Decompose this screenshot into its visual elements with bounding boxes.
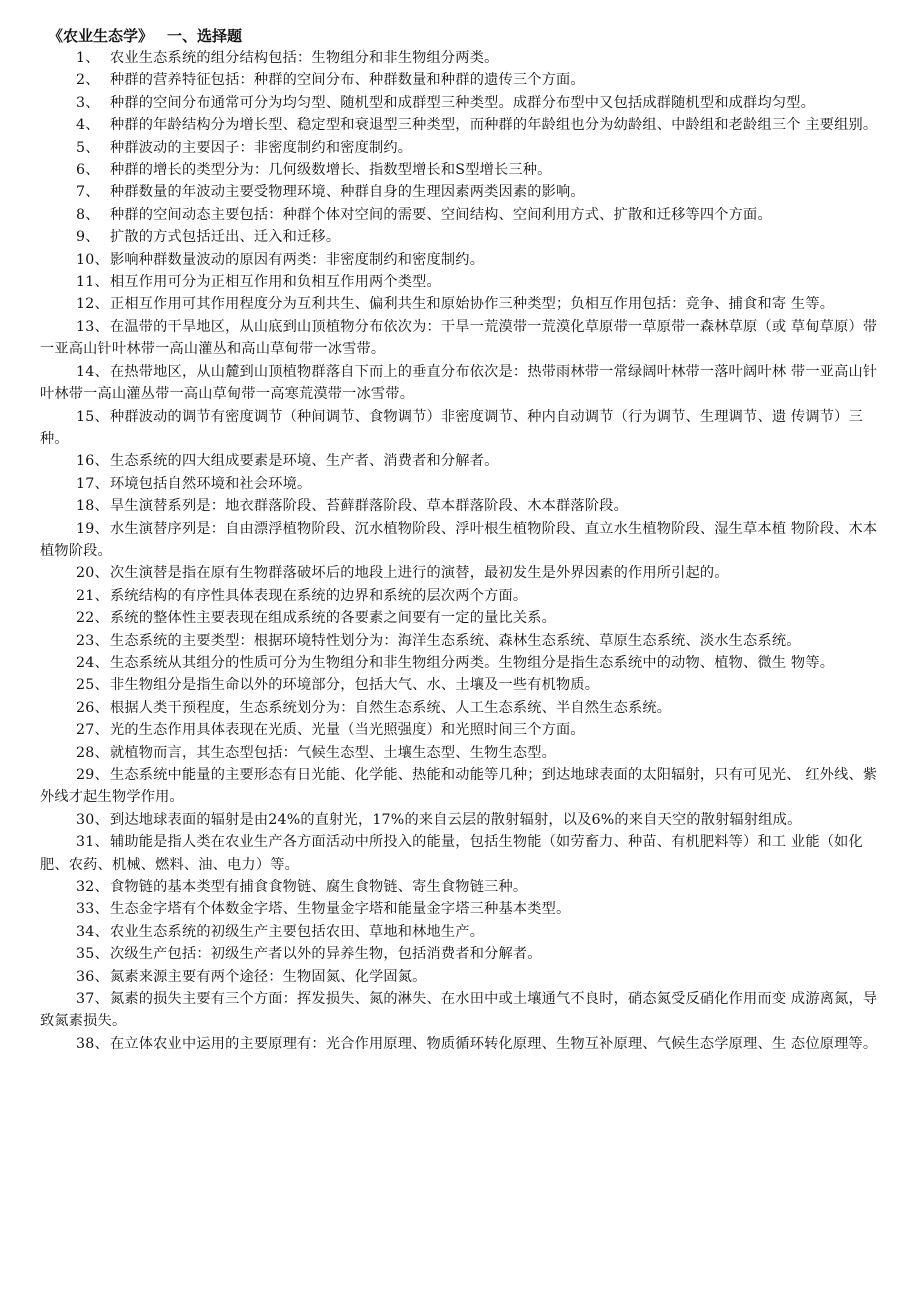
list-item [40, 1033, 890, 1055]
item-number: 26、 [76, 699, 109, 716]
item-number: 33、 [76, 901, 109, 918]
list-item [40, 607, 890, 629]
question-list [40, 47, 890, 1055]
item-number: 31、 [76, 834, 109, 851]
item-text: 扩散的方式包括迁出、迁入和迁移。 [110, 229, 341, 246]
item-text: 水生演替序列是：自由漂浮植物阶段、沉水植物阶段、浮叶根生植物阶段、直立水生植物阶段、湿生草本植 物阶段、木本植物阶段。 [40, 520, 878, 559]
item-number: 19、 [76, 520, 109, 537]
item-text: 种群的空间分布通常可分为均匀型、随机型和成群型三种类型。成群分布型中又包括成群随机型和成群均匀型。 [110, 94, 815, 111]
item-number: 18、 [76, 498, 109, 515]
item-number: 24、 [76, 654, 109, 671]
item-number: 8、 [76, 206, 100, 223]
list-item [40, 181, 890, 203]
item-number: 10、 [76, 251, 109, 268]
item-text: 影响种群数量波动的原因有两类：非密度制约和密度制约。 [110, 251, 485, 268]
item-text: 氮素的损失主要有三个方面：挥发损失、氮的淋失、在水田中或土壤通气不良时，硝态氮受反硝化作用而变 成游离氮，导致氮素损失。 [40, 991, 878, 1030]
list-item [40, 652, 890, 674]
item-number: 13、 [76, 318, 109, 335]
item-number: 6、 [76, 162, 100, 179]
item-text: 农业生态系统的组分结构包括：生物组分和非生物组分两类。 [110, 50, 499, 66]
list-item [40, 92, 890, 114]
item-text: 种群的营养特征包括：种群的空间分布、种群数量和种群的遗传三个方面。 [110, 72, 585, 89]
item-text: 生态金字塔有个体数金字塔、生物量金字塔和能量金字塔三种基本类型。 [110, 901, 571, 918]
item-number: 7、 [76, 184, 100, 201]
list-item [40, 204, 890, 226]
list-item [40, 831, 890, 876]
list-item [40, 226, 890, 248]
list-item [40, 630, 890, 652]
item-number: 29、 [76, 767, 109, 783]
item-text: 食物链的基本类型有捕食食物链、腐生食物链、寄生食物链三种。 [110, 879, 528, 896]
document-title [40, 26, 890, 46]
list-item [40, 114, 890, 136]
item-number: 32、 [76, 879, 109, 896]
item-text: 辅助能是指人类在农业生产各方面活动中所投入的能量，包括生物能（如劳畜力、种苗、有机肥料等）和工 业能（如化肥、农药、机械、燃料、油、电力）等。 [40, 834, 863, 873]
item-number: 17、 [76, 475, 109, 492]
document-page [40, 26, 890, 1055]
item-number: 4、 [76, 117, 100, 134]
item-text: 在温带的干旱地区，从山底到山顶植物分布依次为：干旱一荒漠带一荒漠化草原带一草原带一森林草原（或 草甸草原）带一亚高山针叶林带一高山灌丛和高山草甸带一冰雪带。 [40, 318, 878, 358]
list-item [40, 69, 890, 91]
book-title: 《农业生态学》 [48, 27, 154, 45]
list-item [40, 943, 890, 965]
list-item [40, 137, 890, 159]
item-text: 种群数量的年波动主要受物理环境、种群自身的生理因素两类因素的影响。 [110, 184, 585, 201]
item-text: 生态系统的主要类型：根据环境特性划分为：海洋生态系统、森林生态系统、草原生态系统、淡水生态系统。 [110, 632, 801, 649]
item-number: 15、 [76, 408, 109, 425]
item-number: 1、 [76, 50, 100, 66]
list-item [40, 742, 890, 764]
list-item [40, 898, 890, 920]
item-number: 28、 [76, 744, 109, 761]
item-number: 14、 [76, 363, 109, 380]
list-item [40, 47, 890, 69]
list-item [40, 293, 890, 315]
list-item [40, 518, 890, 563]
item-text: 相互作用可分为正相互作用和负相互作用两个类型。 [110, 274, 441, 291]
list-item [40, 921, 890, 943]
item-number: 37、 [76, 991, 109, 1008]
item-text: 生态系统中能量的主要形态有日光能、化学能、热能和动能等几种；到达地球表面的太阳辐射，只有可见光、 红外线、紫外线才起生物学作用。 [40, 767, 878, 806]
list-item [40, 159, 890, 181]
item-text: 在立体农业中运用的主要原理有：光合作用原理、物质循环转化原理、生物互补原理、气候生态学原理、生 态位原理等。 [110, 1035, 878, 1052]
list-item [40, 271, 890, 293]
item-text: 次级生产包括：初级生产者以外的异养生物，包括消费者和分解者。 [110, 946, 542, 963]
list-item [40, 473, 890, 495]
item-number: 16、 [76, 453, 109, 470]
item-number: 9、 [76, 229, 100, 246]
item-number: 25、 [76, 677, 109, 694]
item-number: 5、 [76, 139, 100, 156]
list-item [40, 764, 890, 809]
item-text: 种群的增长的类型分为：几何级数增长、指数型增长和S型增长三种。 [110, 162, 552, 179]
item-text: 系统结构的有序性具体表现在系统的边界和系统的层次两个方面。 [110, 587, 528, 604]
item-text: 系统的整体性主要表现在组成系统的各要素之间要有一定的量比关系。 [110, 610, 557, 627]
item-text: 氮素来源主要有两个途径：生物固氮、化学固氮。 [110, 968, 427, 985]
item-text: 在热带地区，从山麓到山顶植物群落自下而上的垂直分布依次是：热带雨林带一常绿阔叶林带一落叶阔叶林 带一亚高山针叶林带一高山灌丛带一高山草甸带一高寒荒漠带一冰雪带。 [40, 363, 878, 403]
item-text: 种群波动的主要因子：非密度制约和密度制约。 [110, 139, 413, 156]
section-title: 一、选择题 [167, 27, 243, 45]
item-number: 3、 [76, 94, 100, 111]
item-text: 环境包括自然环境和社会环境。 [110, 475, 312, 492]
item-text: 就植物而言，其生态型包括：气候生态型、土壤生态型、生物生态型。 [110, 744, 557, 761]
item-text: 种群的空间动态主要包括：种群个体对空间的需要、空间结构、空间利用方式、扩散和迁移等四个方面。 [110, 206, 772, 223]
list-item [40, 674, 890, 696]
list-item [40, 495, 890, 517]
list-item [40, 988, 890, 1033]
item-text: 旱生演替系列是：地衣群落阶段、苔藓群落阶段、草本群落阶段、木本群落阶段。 [110, 498, 628, 515]
list-item [40, 249, 890, 271]
item-text: 种群波动的调节有密度调节（种间调节、食物调节）非密度调节、种内自动调节（行为调节、生理调节、遗 传调节）三种。 [40, 408, 863, 447]
item-text: 农业生态系统的初级生产主要包括农田、草地和林地生产。 [110, 923, 485, 940]
list-item [40, 585, 890, 607]
item-number: 20、 [76, 565, 109, 582]
list-item [40, 876, 890, 898]
list-item [40, 809, 890, 831]
list-item [40, 361, 890, 406]
item-number: 23、 [76, 632, 109, 649]
list-item [40, 562, 890, 584]
item-text: 非生物组分是指生命以外的环境部分，包括大气、水、土壤及一些有机物质。 [110, 677, 600, 694]
list-item [40, 316, 890, 361]
item-number: 30、 [76, 811, 109, 828]
list-item [40, 450, 890, 472]
item-text: 种群的年龄结构分为增长型、稳定型和衰退型三种类型，而种群的年龄组也分为幼龄组、中龄组和老龄组三个 主要组别。 [110, 117, 878, 134]
item-number: 12、 [76, 296, 109, 313]
item-text: 到达地球表面的辐射是由24%的直射光，17%的来自云层的散射辐射，以及6%的来自天空的散射辐射组成。 [110, 811, 802, 828]
item-text: 生态系统的四大组成要素是环境、生产者、消费者和分解者。 [110, 453, 499, 470]
list-item [40, 697, 890, 719]
item-text: 正相互作用可其作用程度分为互利共生、偏利共生和原始协作三种类型；负相互作用包括：竞争、捕食和寄 生等。 [110, 296, 835, 313]
item-number: 36、 [76, 968, 109, 985]
item-number: 22、 [76, 610, 109, 627]
item-number: 27、 [76, 722, 109, 739]
item-number: 2、 [76, 72, 100, 89]
item-text: 次生演替是指在原有生物群落破坏后的地段上进行的演替，最初发生是外界因素的作用所引起的。 [110, 565, 729, 582]
item-text: 光的生态作用具体表现在光质、光量（当光照强度）和光照时间三个方面。 [110, 722, 585, 739]
item-number: 21、 [76, 587, 109, 604]
item-number: 11、 [76, 274, 109, 291]
item-number: 38、 [76, 1035, 109, 1052]
item-text: 生态系统从其组分的性质可分为生物组分和非生物组分两类。生物组分是指生态系统中的动物、植物、微生 物等。 [110, 654, 835, 671]
item-number: 35、 [76, 946, 109, 963]
item-number: 34、 [76, 923, 109, 940]
list-item [40, 406, 890, 451]
list-item [40, 966, 890, 988]
list-item [40, 719, 890, 741]
item-text: 根据人类干预程度，生态系统划分为：自然生态系统、人工生态系统、半自然生态系统。 [110, 699, 672, 716]
